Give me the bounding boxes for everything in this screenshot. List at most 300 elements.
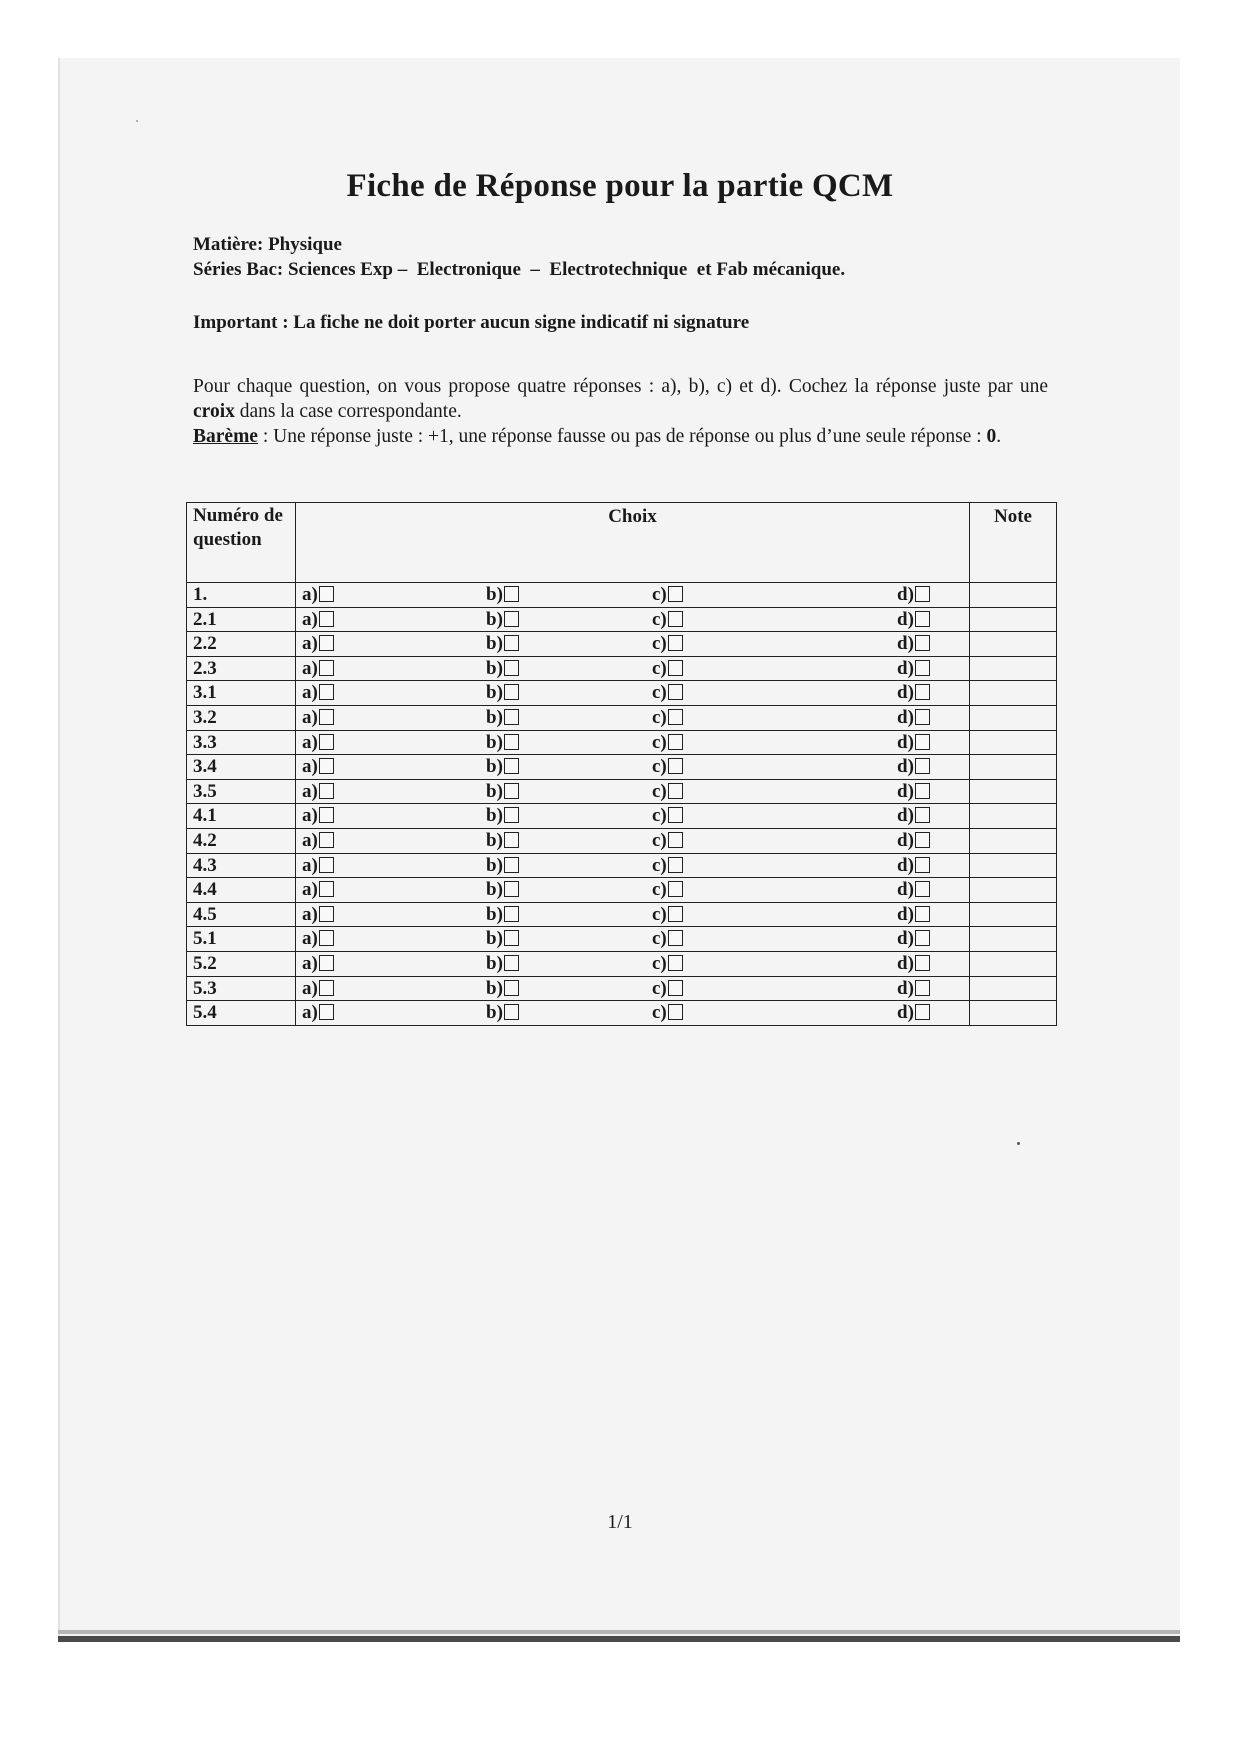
option-a [302,977,334,1000]
option-d-checkbox[interactable] [915,684,930,700]
option-b [486,608,519,631]
option-a-checkbox[interactable] [319,832,334,848]
option-d-checkbox[interactable] [915,832,930,848]
table-row [187,705,1057,730]
option-a-label: a) [302,633,318,655]
choices-group [302,608,963,631]
choices-cell [296,853,970,878]
choices-cell [296,951,970,976]
choices-cell [296,583,970,608]
note-cell [970,828,1057,853]
choices-cell [296,976,970,1001]
option-a-label: a) [302,952,318,974]
option-c [652,608,683,631]
choices-group [302,755,963,778]
option-c-checkbox[interactable] [668,660,683,676]
important-notice: Important : La fiche ne doit porter aucun signe indicatif ni signature [193,312,750,333]
choices-cell [296,705,970,730]
option-b [486,804,519,827]
option-c-checkbox[interactable] [668,980,683,996]
choices-group [302,804,963,827]
option-a [302,829,334,852]
option-c-checkbox[interactable] [668,1004,683,1020]
option-c-checkbox[interactable] [668,807,683,823]
option-c [652,755,683,778]
option-b-checkbox[interactable] [504,611,519,627]
option-c-checkbox[interactable] [668,832,683,848]
series-line: Séries Bac: Sciences Exp – Electronique – Electrotechnique et Fab mécanique. [193,259,846,280]
option-a [302,706,334,729]
option-b-label: b) [486,633,503,655]
choices-group [302,854,963,877]
option-b [486,977,519,1000]
note-cell [970,878,1057,903]
option-a-checkbox[interactable] [319,684,334,700]
option-c-label: c) [652,879,667,901]
option-d-checkbox[interactable] [915,955,930,971]
scan-edge-shadow [58,1630,1180,1634]
option-c-label: c) [652,584,667,605]
option-d-label: d) [897,682,914,704]
option-d-label: d) [897,756,914,778]
option-d-label: d) [897,633,914,655]
option-a-label: a) [302,682,318,704]
choices-cell [296,681,970,706]
answer-table-body [187,583,1057,1026]
option-d [897,657,930,680]
option-a-label: a) [302,780,318,802]
option-b-checkbox[interactable] [504,832,519,848]
option-b [486,854,519,877]
option-c-label: c) [652,1002,667,1024]
table-row [187,1001,1057,1026]
option-a [302,657,334,680]
instructions-text-end: dans la case correspondante. [234,401,462,422]
page-number: 1/1 [607,1511,633,1533]
option-a-label: a) [302,829,318,851]
option-b-checkbox[interactable] [504,734,519,750]
option-b-label: b) [486,854,503,876]
option-b-label: b) [486,682,503,704]
option-c [652,706,683,729]
option-d-checkbox[interactable] [915,857,930,873]
question-number: 3.4 [187,755,296,780]
option-d [897,608,930,631]
option-d [897,952,930,975]
option-b [486,657,519,680]
option-c-label: c) [652,756,667,778]
choices-group [302,878,963,901]
option-c-label: c) [652,731,667,753]
option-a-checkbox[interactable] [319,635,334,651]
option-b-checkbox[interactable] [504,586,519,602]
option-a-checkbox[interactable] [319,881,334,897]
question-number: 5.2 [187,951,296,976]
option-c-checkbox[interactable] [668,930,683,946]
option-a [302,731,334,754]
table-row [187,828,1057,853]
choices-cell [296,632,970,657]
option-c-checkbox[interactable] [668,906,683,922]
choices-cell [296,804,970,829]
option-c-label: c) [652,854,667,876]
option-d-label: d) [897,928,914,950]
table-row [187,951,1057,976]
option-d-checkbox[interactable] [915,980,930,996]
header-choices: Choix [296,503,970,583]
option-d-label: d) [897,1002,914,1024]
option-d-label: d) [897,977,914,999]
option-d-checkbox[interactable] [915,930,930,946]
note-cell [970,853,1057,878]
scan-speck [136,120,138,122]
table-row [187,583,1057,608]
option-a-label: a) [302,854,318,876]
option-b [486,632,519,655]
option-c-checkbox[interactable] [668,734,683,750]
option-a [302,878,334,901]
option-b-checkbox[interactable] [504,807,519,823]
option-b-checkbox[interactable] [504,660,519,676]
option-d-checkbox[interactable] [915,758,930,774]
table-header-row [187,503,1057,583]
table-row [187,730,1057,755]
option-b-label: b) [486,706,503,728]
option-a [302,927,334,950]
option-b [486,706,519,729]
option-a [302,854,334,877]
note-cell [970,632,1057,657]
option-b-checkbox[interactable] [504,709,519,725]
bareme-label: Barème [193,426,258,447]
option-b [486,1001,519,1024]
table-row [187,976,1057,1001]
option-d-label: d) [897,584,914,605]
question-number: 4.1 [187,804,296,829]
option-a-checkbox[interactable] [319,980,334,996]
note-cell [970,951,1057,976]
option-a-checkbox[interactable] [319,660,334,676]
note-cell [970,607,1057,632]
option-d [897,854,930,877]
question-number: 2.2 [187,632,296,657]
option-b-label: b) [486,903,503,925]
option-d-checkbox[interactable] [915,807,930,823]
option-b [486,755,519,778]
option-b-checkbox[interactable] [504,1004,519,1020]
option-c-checkbox[interactable] [668,635,683,651]
option-a [302,632,334,655]
option-a-checkbox[interactable] [319,857,334,873]
option-b-checkbox[interactable] [504,980,519,996]
table-row [187,607,1057,632]
note-cell [970,927,1057,952]
question-number: 5.4 [187,1001,296,1026]
note-cell [970,1001,1057,1026]
option-a-checkbox[interactable] [319,758,334,774]
option-b-label: b) [486,608,503,630]
option-b-label: b) [486,731,503,753]
table-row [187,853,1057,878]
table-row [187,779,1057,804]
choices-cell [296,607,970,632]
option-c [652,780,683,803]
option-d-label: d) [897,829,914,851]
option-a [302,780,334,803]
option-a-checkbox[interactable] [319,1004,334,1020]
scan-speck [1017,1142,1020,1145]
option-a-label: a) [302,928,318,950]
option-d-checkbox[interactable] [915,734,930,750]
choices-cell [296,902,970,927]
option-b-checkbox[interactable] [504,881,519,897]
question-number: 3.2 [187,705,296,730]
option-d-checkbox[interactable] [915,586,930,602]
note-cell [970,804,1057,829]
option-c-label: c) [652,903,667,925]
choices-cell [296,755,970,780]
option-c-label: c) [652,952,667,974]
question-number: 2.1 [187,607,296,632]
option-d-label: d) [897,879,914,901]
option-d [897,731,930,754]
option-b [486,731,519,754]
question-number: 1. [187,583,296,608]
note-cell [970,976,1057,1001]
option-d-checkbox[interactable] [915,1004,930,1020]
option-c-label: c) [652,829,667,851]
option-a-label: a) [302,756,318,778]
option-d-checkbox[interactable] [915,881,930,897]
header-note: Note [970,503,1057,583]
option-a-checkbox[interactable] [319,906,334,922]
option-c-label: c) [652,657,667,679]
option-c-label: c) [652,633,667,655]
option-d [897,583,930,606]
option-d-checkbox[interactable] [915,611,930,627]
option-c [652,878,683,901]
option-b-checkbox[interactable] [504,684,519,700]
option-b-label: b) [486,829,503,851]
option-a-checkbox[interactable] [319,709,334,725]
option-a-checkbox[interactable] [319,955,334,971]
option-a-checkbox[interactable] [319,783,334,799]
note-cell [970,755,1057,780]
option-c [652,977,683,1000]
note-cell [970,705,1057,730]
option-d [897,903,930,926]
option-b [486,681,519,704]
option-c-checkbox[interactable] [668,857,683,873]
option-b [486,878,519,901]
option-c-checkbox[interactable] [668,684,683,700]
option-a-checkbox[interactable] [319,930,334,946]
choices-cell [296,730,970,755]
option-a [302,804,334,827]
option-a-label: a) [302,903,318,925]
answer-table [186,502,1057,1026]
question-number: 4.5 [187,902,296,927]
option-b-label: b) [486,1002,503,1024]
option-d-checkbox[interactable] [915,660,930,676]
option-c-label: c) [652,928,667,950]
option-c [652,804,683,827]
option-a-checkbox[interactable] [319,734,334,750]
option-d-label: d) [897,780,914,802]
option-c [652,903,683,926]
note-cell [970,681,1057,706]
croix-emphasis: croix [193,401,235,422]
note-cell [970,902,1057,927]
option-c-checkbox[interactable] [668,955,683,971]
bareme-text: : Une réponse juste : +1, une réponse fausse ou pas de réponse ou plus d’une seule réponse : [257,426,987,447]
note-cell [970,779,1057,804]
option-a-label: a) [302,657,318,679]
option-d [897,1001,930,1024]
note-cell [970,583,1057,608]
scan-edge-bar [58,1636,1180,1642]
instructions-paragraph [193,374,1048,449]
option-b [486,829,519,852]
option-b-label: b) [486,952,503,974]
option-b-checkbox[interactable] [504,930,519,946]
option-b-label: b) [486,805,503,827]
option-b-checkbox[interactable] [504,857,519,873]
question-number: 4.2 [187,828,296,853]
option-d [897,878,930,901]
option-b-label: b) [486,928,503,950]
option-d-label: d) [897,805,914,827]
option-a-label: a) [302,805,318,827]
option-a-label: a) [302,1002,318,1024]
choices-group [302,829,963,852]
option-d-checkbox[interactable] [915,783,930,799]
option-d-checkbox[interactable] [915,906,930,922]
option-c-label: c) [652,706,667,728]
option-a-label: a) [302,608,318,630]
option-b-checkbox[interactable] [504,955,519,971]
question-number: 5.1 [187,927,296,952]
option-b-label: b) [486,756,503,778]
header-question-number: Numéro de question [187,503,296,583]
choices-cell [296,878,970,903]
option-c [652,952,683,975]
option-c [652,681,683,704]
option-c-checkbox[interactable] [668,611,683,627]
option-c [652,1001,683,1024]
choices-cell [296,927,970,952]
option-c-label: c) [652,805,667,827]
option-c-checkbox[interactable] [668,783,683,799]
option-c-checkbox[interactable] [668,881,683,897]
choices-cell [296,828,970,853]
option-d [897,681,930,704]
question-number: 3.1 [187,681,296,706]
question-number: 4.4 [187,878,296,903]
option-c-label: c) [652,977,667,999]
option-d-label: d) [897,706,914,728]
option-b-checkbox[interactable] [504,758,519,774]
option-d-checkbox[interactable] [915,635,930,651]
option-a-label: a) [302,731,318,753]
option-a-checkbox[interactable] [319,586,334,602]
option-c-checkbox[interactable] [668,709,683,725]
option-a-label: a) [302,584,318,605]
note-cell [970,730,1057,755]
table-row [187,804,1057,829]
option-b-checkbox[interactable] [504,635,519,651]
option-b [486,780,519,803]
option-d [897,632,930,655]
choices-group [302,706,963,729]
option-d [897,780,930,803]
table-row [187,681,1057,706]
option-c-checkbox[interactable] [668,758,683,774]
option-a-label: a) [302,706,318,728]
table-row [187,902,1057,927]
option-a [302,755,334,778]
option-d-label: d) [897,952,914,974]
option-b-checkbox[interactable] [504,783,519,799]
choices-group [302,731,963,754]
option-a-checkbox[interactable] [319,611,334,627]
option-c [652,854,683,877]
page-title: Fiche de Réponse pour la partie QCM [346,168,894,204]
option-b [486,583,519,606]
choices-group [302,657,963,680]
option-c [652,829,683,852]
question-number: 3.3 [187,730,296,755]
option-b [486,952,519,975]
option-b-label: b) [486,879,503,901]
option-a-label: a) [302,977,318,999]
choices-cell [296,1001,970,1026]
option-d [897,706,930,729]
option-a [302,681,334,704]
option-c [652,632,683,655]
choices-group [302,583,963,606]
option-d-label: d) [897,608,914,630]
table-row [187,656,1057,681]
option-b-label: b) [486,584,503,605]
option-d-checkbox[interactable] [915,709,930,725]
table-row [187,927,1057,952]
option-d [897,804,930,827]
choices-group [302,977,963,1000]
option-c-checkbox[interactable] [668,586,683,602]
choices-group [302,1001,963,1024]
question-number: 4.3 [187,853,296,878]
option-a [302,903,334,926]
option-b-label: b) [486,780,503,802]
option-b [486,903,519,926]
option-d-label: d) [897,657,914,679]
option-b-label: b) [486,977,503,999]
choices-group [302,952,963,975]
choices-group [302,632,963,655]
question-number: 3.5 [187,779,296,804]
option-c [652,657,683,680]
option-a-checkbox[interactable] [319,807,334,823]
option-c-label: c) [652,608,667,630]
option-b-checkbox[interactable] [504,906,519,922]
option-c [652,583,683,606]
option-a [302,608,334,631]
option-a [302,583,334,606]
option-d-label: d) [897,731,914,753]
option-d [897,977,930,1000]
option-a [302,1001,334,1024]
